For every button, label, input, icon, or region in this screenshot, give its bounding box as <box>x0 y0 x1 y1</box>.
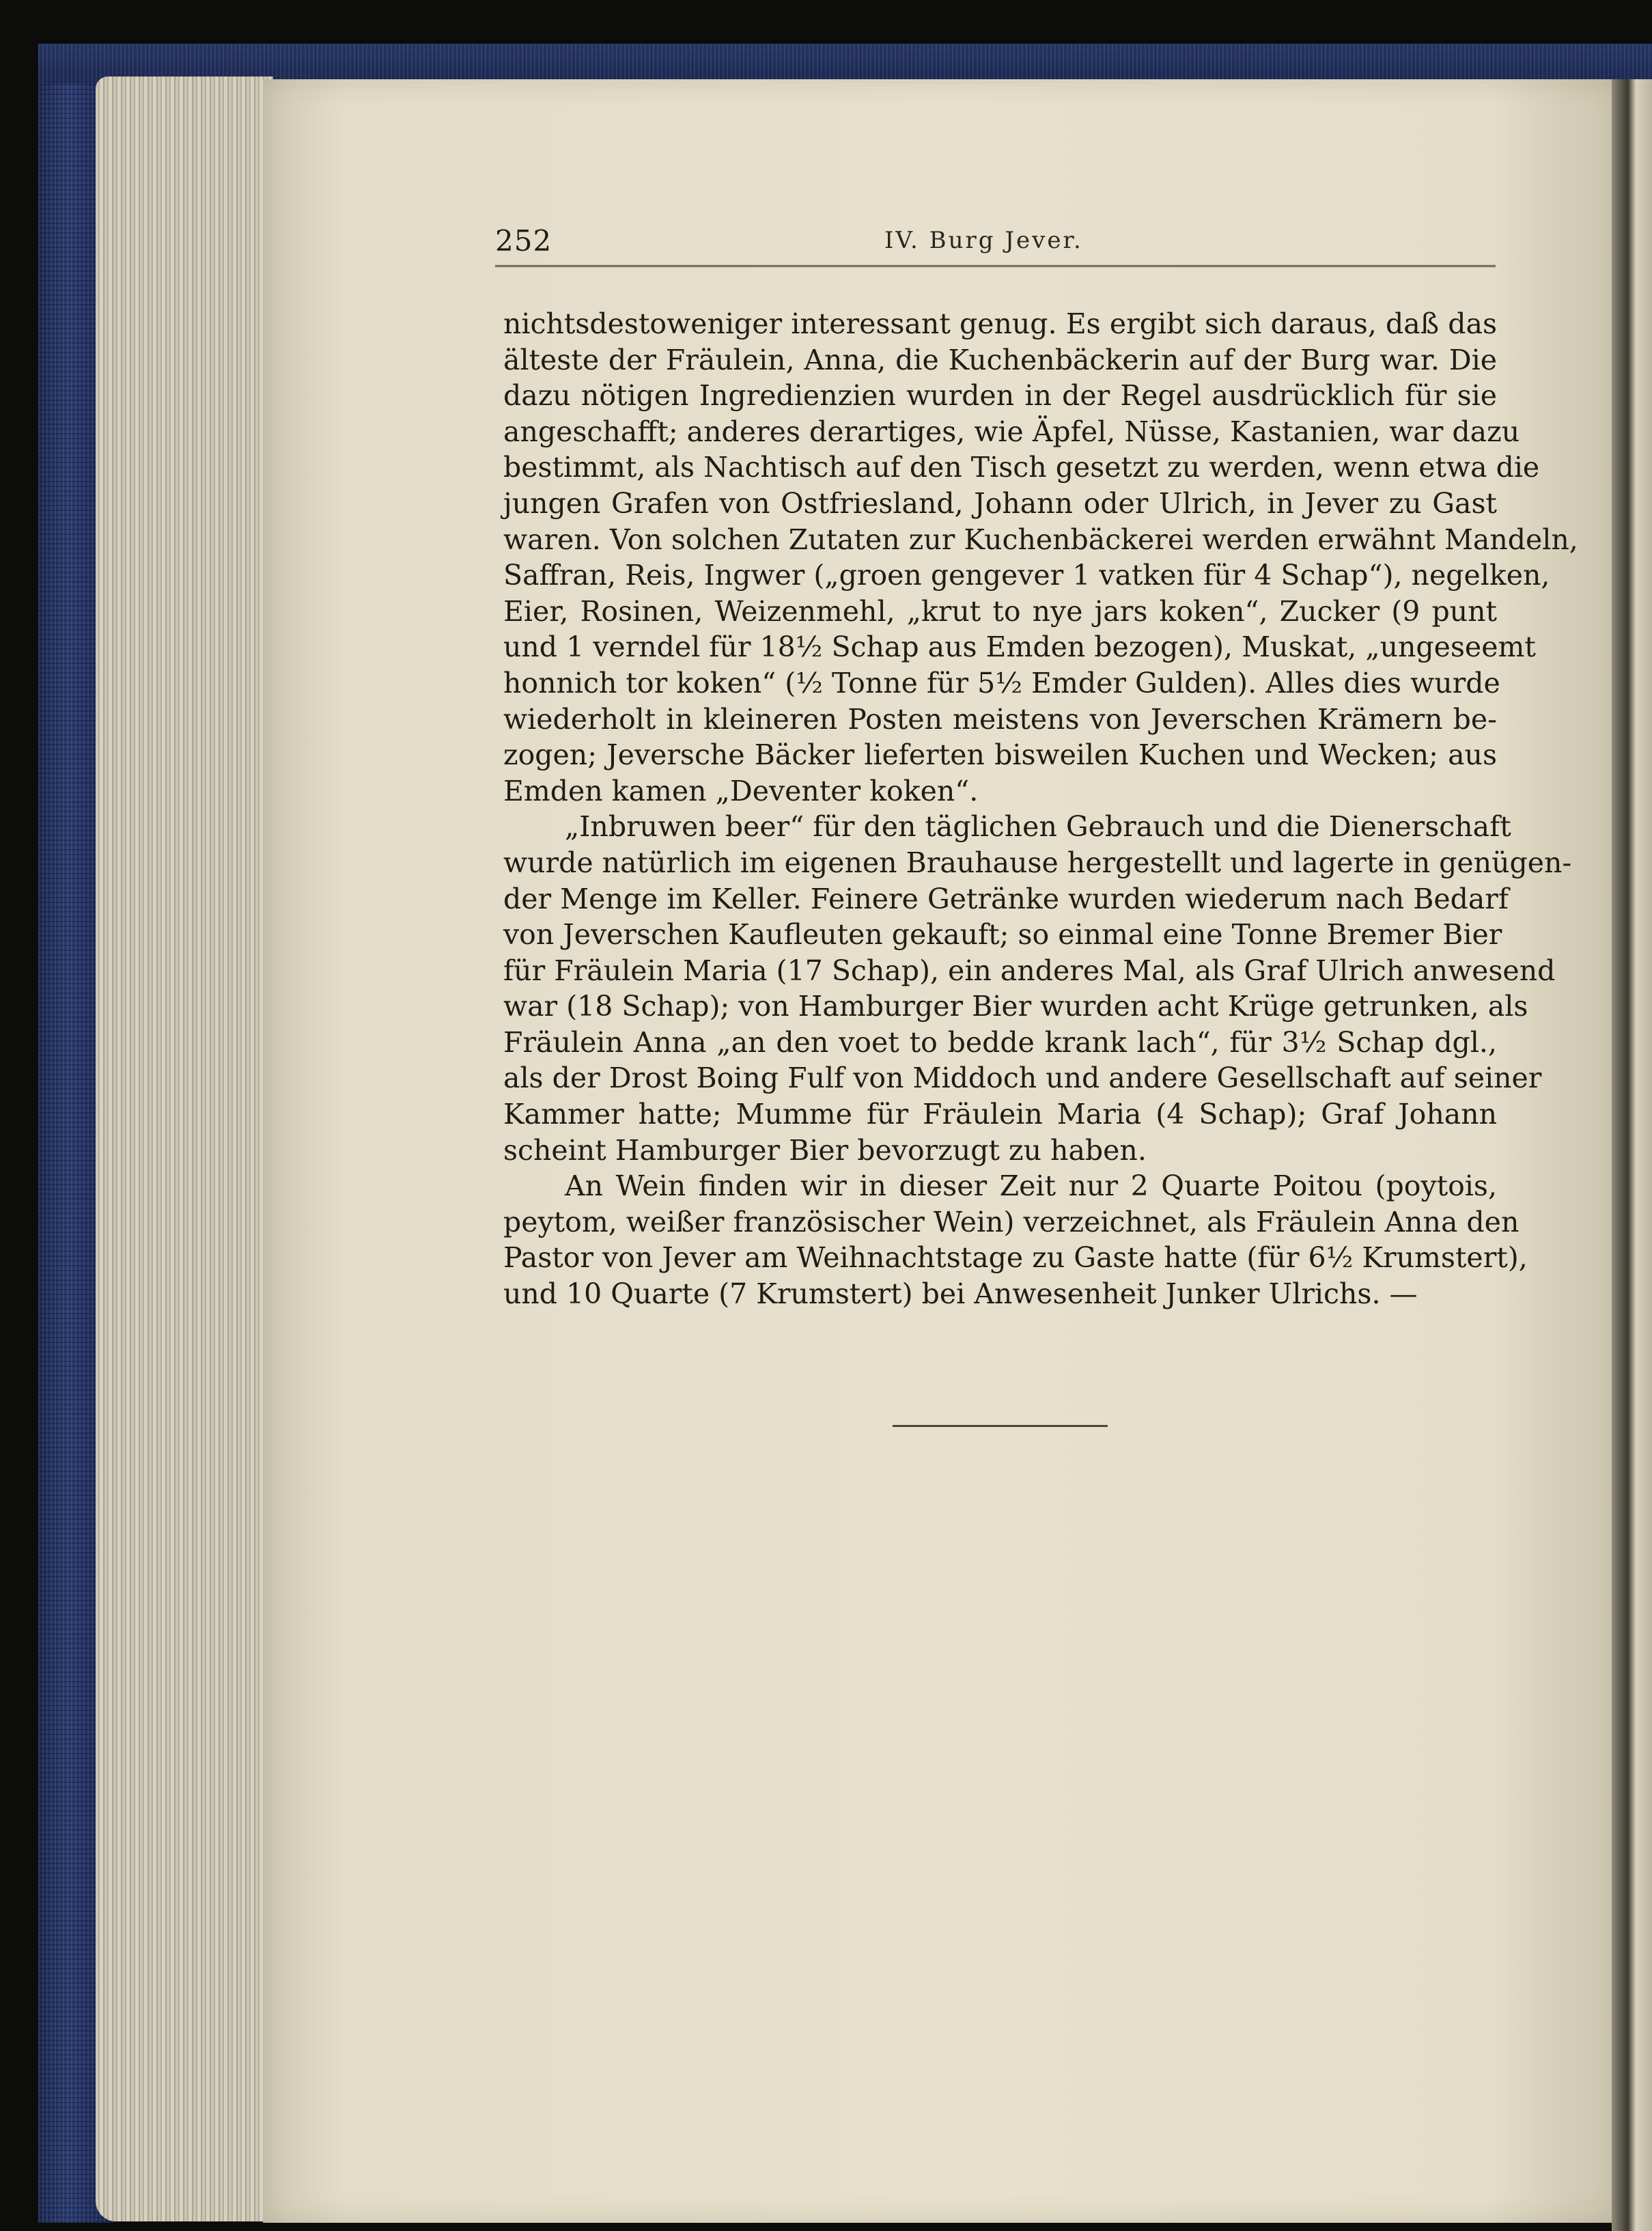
text-line: Kammer hatte; Mumme für Fräulein Maria (4 Schap); Graf Johann <box>503 1098 1497 1131</box>
text-line: dazu nötigen Ingredienzien wurden in der Regel ausdrücklich für sie <box>503 379 1497 413</box>
text-line: und 1 verndel für 18½ Schap aus Emden bezogen), Muskat, „ungeseemt <box>503 630 1536 664</box>
text-line: waren. Von solchen Zutaten zur Kuchenbäckerei werden erwähnt Mandeln, <box>503 523 1578 556</box>
text-line: peytom, weißer französischer Wein) verzeichnet, als Fräulein Anna den <box>503 1205 1520 1238</box>
text-line: für Fräulein Maria (17 Schap), ein anderes Mal, als Graf Ulrich anwesend <box>503 954 1556 987</box>
text-line: „Inbruwen beer“ für den täglichen Gebrauch und die Dienerschaft <box>565 810 1511 844</box>
text-line: Fräulein Anna „an den voet to bedde krank lach“, für 3½ Schap dgl., <box>503 1025 1497 1059</box>
text-line: der Menge im Keller. Feinere Getränke wurden wiederum nach Bedarf <box>503 882 1509 915</box>
text-line: wurde natürlich im eigenen Brauhause hergestellt und lagerte in genügen- <box>503 846 1572 879</box>
text-line: An Wein finden wir in dieser Zeit nur 2 Quarte Poitou (poytois, <box>565 1169 1497 1203</box>
text-line: bestimmt, als Nachtisch auf den Tisch gesetzt zu werden, wenn etwa die <box>503 451 1540 484</box>
text-line: war (18 Schap); von Hamburger Bier wurden acht Krüge getrunken, als <box>503 990 1528 1023</box>
page-header <box>495 224 1496 267</box>
running-head: IV. Burg Jever. <box>884 227 1083 254</box>
text-line: jungen Grafen von Ostfriesland, Johann oder Ulrich, in Jever zu Gast <box>503 486 1497 520</box>
text-line: zogen; Jeversche Bäcker lieferten bisweilen Kuchen und Wecken; aus <box>503 738 1497 772</box>
text-line: scheint Hamburger Bier bevorzugt zu haben. <box>503 1133 1147 1167</box>
text-line: nichtsdestoweniger interessant genug. Es ergibt sich daraus, daß das <box>503 307 1497 340</box>
text-line: Eier, Rosinen, Weizenmehl, „krut to nye jars koken“, Zucker (9 punt <box>503 594 1497 628</box>
section-end-rule <box>893 1425 1108 1427</box>
text-line: wiederholt in kleineren Posten meistens von Jeverschen Krämern be- <box>503 702 1497 736</box>
text-line: von Jeverschen Kaufleuten gekauft; so einmal eine Tonne Bremer Bier <box>503 918 1502 952</box>
text-line: Saffran, Reis, Ingwer („groen gengever 1 vatken für 4 Schap“), negelken, <box>503 559 1550 592</box>
book-gutter <box>1612 79 1652 2231</box>
text-line: honnich tor koken“ (½ Tonne für 5½ Emder Gulden). Alles dies wurde <box>503 666 1500 699</box>
book-cover-top <box>38 44 1652 83</box>
page-number: 252 <box>495 224 552 258</box>
text-line: angeschafft; anderes derartiges, wie Äpfel, Nüsse, Kastanien, war dazu <box>503 415 1520 448</box>
text-line: älteste der Fräulein, Anna, die Kuchenbäckerin auf der Burg war. Die <box>503 343 1497 376</box>
text-line: als der Drost Boing Fulf von Middoch und andere Gesellschaft auf seiner <box>503 1062 1542 1095</box>
page-stack-edges <box>96 77 273 2221</box>
body-text <box>503 306 1578 1312</box>
text-line: und 10 Quarte (7 Krumstert) bei Anwesenheit Junker Ulrichs. — <box>503 1277 1418 1311</box>
text-line: Emden kamen „Deventer koken“. <box>503 774 979 807</box>
text-line: Pastor von Jever am Weihnachtstage zu Gaste hatte (für 6½ Krumstert), <box>503 1241 1528 1275</box>
